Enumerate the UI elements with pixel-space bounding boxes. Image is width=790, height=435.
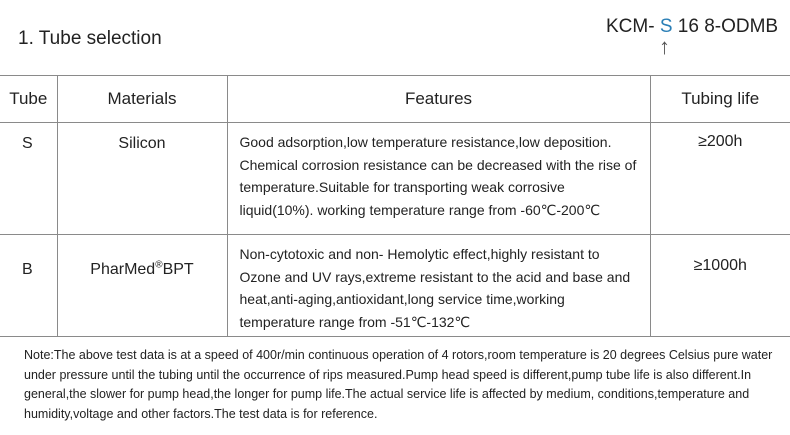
column-header-materials: Materials <box>57 76 227 123</box>
column-header-life: Tubing life <box>650 76 790 123</box>
tube-cell: S <box>0 123 57 235</box>
table-header-row <box>0 76 790 123</box>
arrow-up-icon: ↑ <box>659 34 670 59</box>
tube-cell: B <box>0 235 57 337</box>
page-title: 1. Tube selection <box>18 28 162 49</box>
material-name: Silicon <box>118 135 166 152</box>
column-header-tube: Tube <box>0 76 57 123</box>
model-code-tube: S <box>659 16 673 37</box>
features-cell: Good adsorption,low temperature resistance,low deposition. Chemical corrosion resistance can be decreased with the rise of temperature.Suitable for transporting weak corrosive liquid(10%). working temperature range from -60℃-200℃ <box>227 123 650 235</box>
column-header-features: Features <box>227 76 650 123</box>
life-cell: ≥200h <box>650 123 790 235</box>
material-cell <box>57 235 227 337</box>
table-row <box>0 235 790 337</box>
model-code-prefix: KCM- <box>606 16 660 37</box>
material-cell <box>57 123 227 235</box>
tube-selection-table <box>0 75 790 337</box>
features-cell: Non-cytotoxic and non- Hemolytic effect,highly resistant to Ozone and UV rays,extreme resistant to the acid and base and heat,anti-aging,antioxidant,long service time,working temperature range from -51℃-132℃ <box>227 235 650 337</box>
material-suffix: BPT <box>162 261 194 278</box>
model-code-suffix: 16 8-ODMB <box>672 16 779 37</box>
table-row <box>0 123 790 235</box>
registered-mark: ® <box>155 259 163 271</box>
model-code <box>606 16 778 38</box>
life-cell: ≥1000h <box>650 235 790 337</box>
material-name: PharMed <box>90 261 156 278</box>
note-text: Note:The above test data is at a speed of 400r/min continuous operation of 4 rotors,room temperature is 20 degrees Celsius pure water under pressure until the tubing until the occurrence of rips measured.Pump head speed is different,pump tube life is also different.In general,the slower for pump head,the longer for pump life.The actual service life is affected by medium, conditions,temperature and humidity,voltage and other factors.The test data is for reference. <box>24 348 773 421</box>
